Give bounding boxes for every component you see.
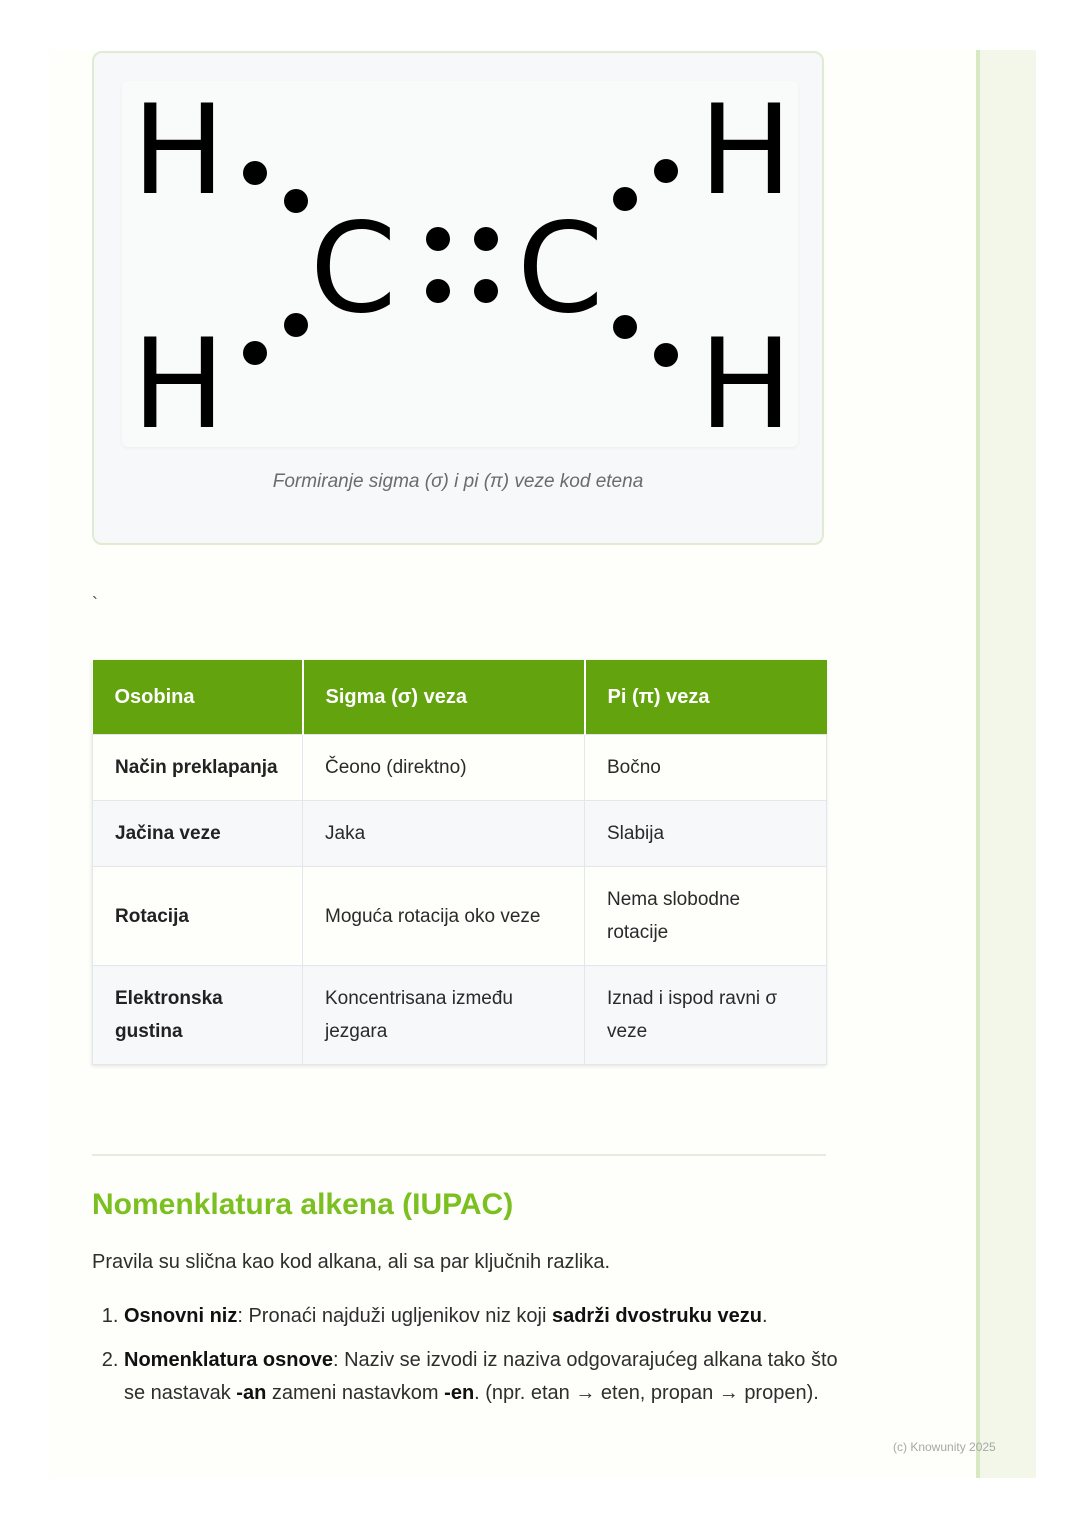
pi-cell: Bočno [585, 735, 827, 801]
rule-term: Nomenklatura osnove [124, 1349, 333, 1371]
table-row [93, 801, 827, 867]
table-header-row [93, 660, 827, 735]
electron-dot [613, 187, 637, 211]
stray-backtick: ` [92, 594, 98, 614]
pi-cell: Nema slobodne rotacije [585, 867, 827, 966]
atom-h-bottom-right: H [699, 313, 793, 447]
section-title: Nomenklatura alkena (IUPAC) [92, 1188, 514, 1221]
table-row [93, 966, 827, 1065]
sigma-cell: Jaka [303, 801, 585, 867]
ethene-lewis-structure [122, 81, 798, 447]
list-item [124, 1344, 864, 1410]
header-osobina: Osobina [93, 660, 303, 735]
rule-emphasis: -an [236, 1382, 267, 1404]
figure-card [92, 51, 824, 545]
lewis-structure-svg [122, 81, 798, 447]
electron-dot [243, 161, 267, 185]
rule-text: . [762, 1305, 768, 1327]
rule-text: : Naziv se izvodi iz naziva odgovarajućeg alkana tako što se nastavak [124, 1349, 838, 1404]
copyright-footer: (c) Knowunity 2025 [893, 1440, 996, 1454]
atom-c-right: C [517, 197, 604, 341]
rules-list [92, 1300, 864, 1421]
electron-dot [474, 279, 498, 303]
electron-dot [284, 189, 308, 213]
electron-dot [654, 159, 678, 183]
electron-dot [284, 313, 308, 337]
sigma-cell: Moguća rotacija oko veze [303, 867, 585, 966]
row-label: Način preklapanja [93, 735, 303, 801]
atom-h-bottom-left: H [132, 313, 226, 447]
table-row [93, 735, 827, 801]
rule-emphasis: sadrži dvostruku vezu [551, 1305, 763, 1327]
pi-cell: Iznad i ispod ravni σ veze [585, 966, 827, 1065]
electron-dot [654, 343, 678, 367]
sigma-cell: Koncentrisana između jezgara [303, 966, 585, 1065]
section-intro: Pravila su slična kao kod alkana, ali sa par ključnih razlika. [92, 1251, 611, 1273]
right-margin-strip [976, 50, 1036, 1478]
pi-cell: Slabija [585, 801, 827, 867]
list-item [124, 1300, 864, 1333]
atom-h-top-right: H [699, 81, 793, 223]
atom-h-top-left: H [132, 81, 226, 223]
sigma-cell: Čeono (direktno) [303, 735, 585, 801]
electron-dot [243, 341, 267, 365]
rule-text: zameni nastavkom [266, 1382, 445, 1404]
electron-dot [474, 227, 498, 251]
rule-text: . (npr. etan → eten, propan → propen). [474, 1382, 819, 1404]
row-label: Elektronska gustina [93, 966, 303, 1065]
electron-dot [426, 279, 450, 303]
atom-c-left: C [310, 197, 397, 341]
electron-dot [426, 227, 450, 251]
comparison-table [92, 660, 826, 1065]
header-pi: Pi (π) veza [585, 660, 827, 735]
table-row [93, 867, 827, 966]
rule-text: : Pronaći najduži ugljenikov niz koji [237, 1305, 552, 1327]
rule-term: Osnovni niz [124, 1305, 238, 1327]
figure-caption: Formiranje sigma (σ) i pi (π) veze kod etena [272, 471, 644, 492]
electron-dot [613, 315, 637, 339]
electron-dots [243, 159, 678, 367]
row-label: Rotacija [93, 867, 303, 966]
section-divider [92, 1154, 826, 1156]
rule-emphasis: -en [444, 1382, 475, 1404]
row-label: Jačina veze [93, 801, 303, 867]
header-sigma: Sigma (σ) veza [303, 660, 585, 735]
